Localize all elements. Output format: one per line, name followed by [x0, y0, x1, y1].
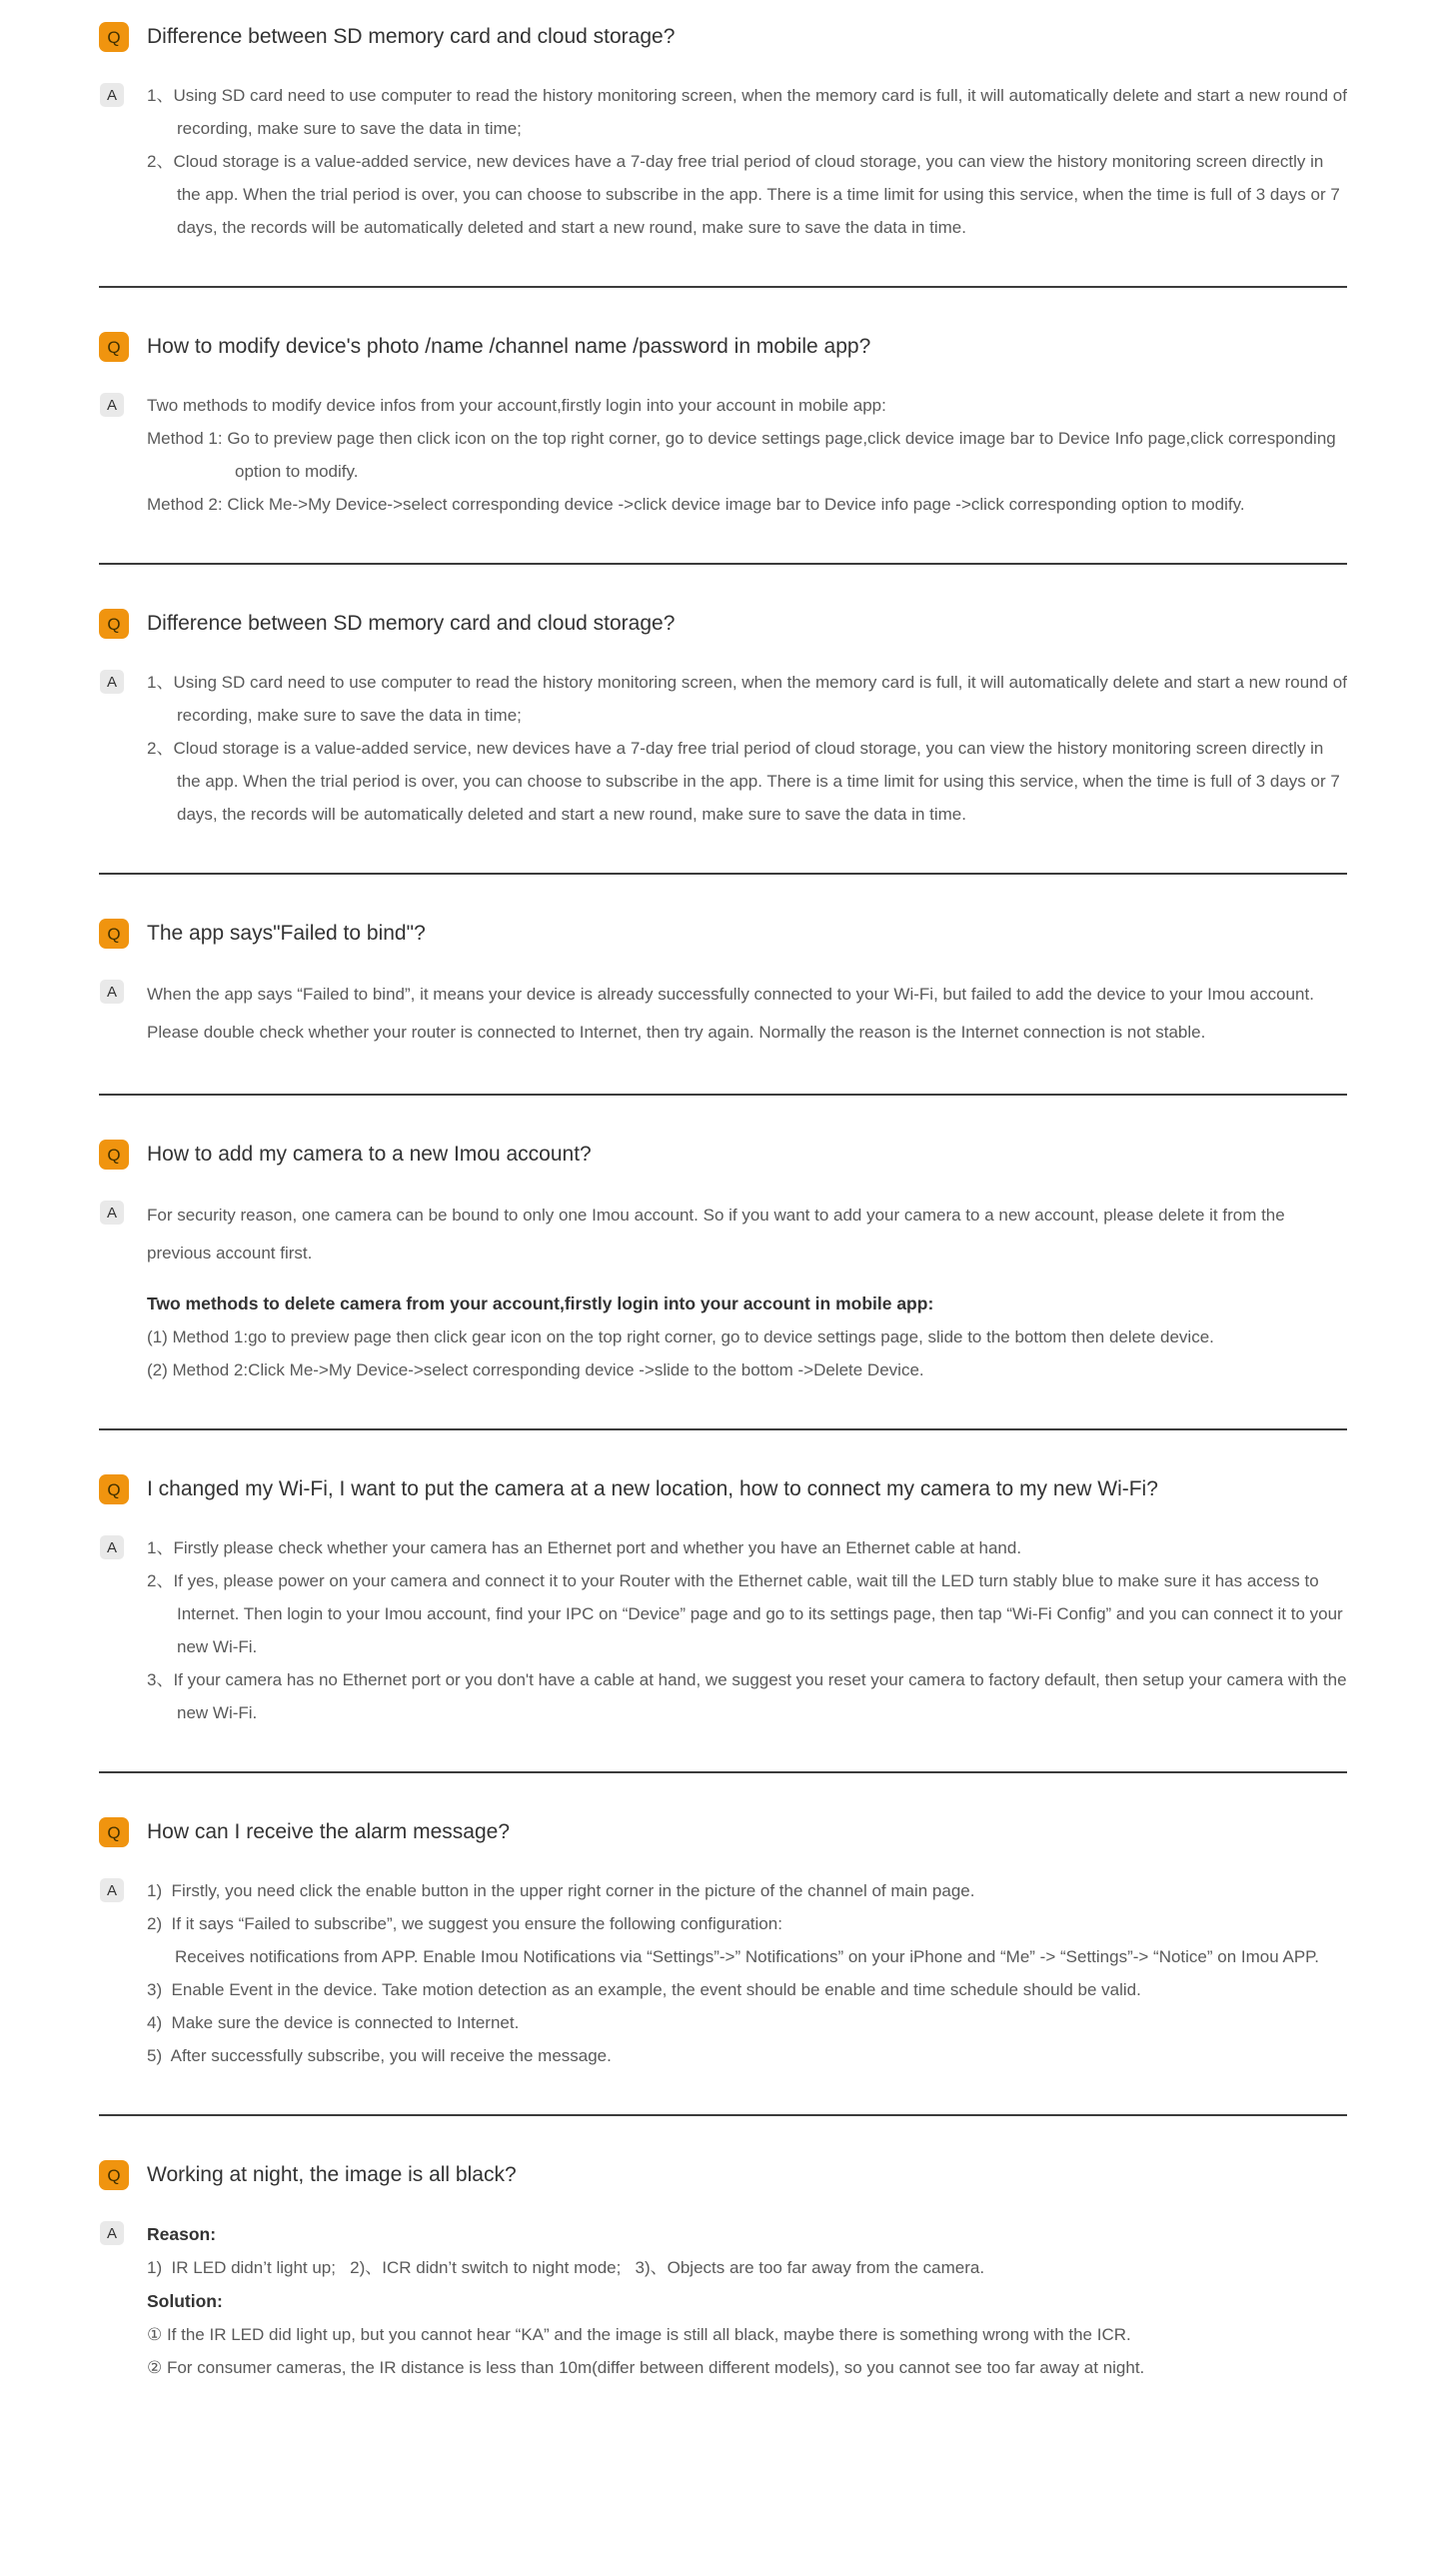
faq-list [99, 20, 1352, 2384]
question-row [99, 1815, 1347, 1848]
answer-line: Reason: [147, 2224, 217, 2244]
answer-badge-column [99, 1197, 147, 1225]
answer-content [147, 666, 1352, 831]
faq-section [99, 607, 1352, 875]
question-badge: Q [99, 2160, 129, 2190]
answer-line: 2、Cloud storage is a value-added service, new devices have a 7-day free trial period of cloud storage, you can view the history monitoring screen directly in the app. When the trial period is over, you can choose to subscribe in the app. There is a time limit for using this service, when the time is full of 3 days or 7 days, the records will be automatically deleted and start a new round, make sure to save the data in time. [147, 739, 1345, 824]
answer-row [99, 79, 1352, 244]
question-badge: Q [99, 919, 129, 949]
section-divider [99, 1094, 1347, 1096]
answer-line: 2、If yes, please power on your camera and connect it to your Router with the Ethernet cable, wait till the LED turn stably blue to make sure it has access to Internet. Then login to your Imou account, find your IPC on “Device” page and go to its settings page, then tap “Wi-Fi Config” and you can connect it to your new Wi-Fi. [147, 1571, 1348, 1656]
answer-badge: A [100, 1878, 124, 1902]
answer-line: (2) Method 2:Click Me->My Device->select corresponding device ->slide to the bottom ->Delete Device. [147, 1360, 924, 1379]
question-badge: Q [99, 609, 129, 639]
question-badge-column [99, 1138, 147, 1170]
answer-badge-column [99, 1874, 147, 1902]
answer-line: 3) Enable Event in the device. Take motion detection as an example, the event should be enable and time schedule should be valid. [147, 1980, 1141, 1999]
question-text: The app says"Failed to bind"? [147, 922, 426, 945]
faq-section [99, 917, 1347, 1096]
question-badge: Q [99, 1140, 129, 1170]
answer-line: 2) If it says “Failed to subscribe”, we suggest you ensure the following configuration: [147, 1914, 782, 1933]
question-row [99, 917, 1347, 950]
question-row [99, 330, 1347, 363]
answer-line: 1) IR LED didn’t light up; 2)、ICR didn’t switch to night mode; 3)、Objects are too far away from the camera. [147, 2258, 985, 2277]
answer-badge: A [100, 980, 124, 1004]
answer-content [147, 976, 1347, 1052]
question-text: Difference between SD memory card and cloud storage? [147, 25, 676, 48]
answer-row [99, 2217, 1347, 2384]
answer-line: For security reason, one camera can be bound to only one Imou account. So if you want to add your camera to a new account, please delete it from the previous account first. [147, 1206, 1290, 1263]
question-row [99, 2158, 1347, 2191]
answer-badge-column [99, 666, 147, 694]
answer-line: Solution: [147, 2291, 223, 2311]
answer-line: 5) After successfully subscribe, you will receive the message. [147, 2046, 612, 2065]
answer-line: 1、Using SD card need to use computer to read the history monitoring screen, when the memory card is full, it will automatically delete and start a new round of recording, make sure to save the data in time; [147, 673, 1352, 725]
answer-line: ① If the IR LED did light up, but you cannot hear “KA” and the image is still all black, maybe there is something wrong with the ICR. [147, 2325, 1131, 2344]
answer-row [99, 1197, 1347, 1386]
question-row [99, 607, 1347, 640]
question-badge-column [99, 1472, 147, 1504]
answer-content [147, 1874, 1347, 2072]
section-divider [99, 1771, 1347, 1773]
question-text: How to add my camera to a new Imou account? [147, 1143, 592, 1166]
question-badge-column [99, 20, 147, 52]
question-row [99, 20, 1347, 53]
answer-line: Two methods to delete camera from your account,firstly login into your account in mobile app: [147, 1293, 934, 1313]
faq-section [99, 1472, 1352, 1773]
faq-section [99, 20, 1352, 288]
answer-line: Method 2: Click Me->My Device->select corresponding device ->click device image bar to Device info page ->click corresponding option to modify. [147, 495, 1245, 514]
question-badge: Q [99, 1817, 129, 1847]
question-badge: Q [99, 332, 129, 362]
question-text: Difference between SD memory card and cloud storage? [147, 612, 676, 635]
answer-badge-column [99, 1531, 147, 1559]
question-text: I changed my Wi-Fi, I want to put the camera at a new location, how to connect my camera to my new Wi-Fi? [147, 1477, 1158, 1500]
answer-content [147, 79, 1352, 244]
question-text: How can I receive the alarm message? [147, 1820, 510, 1843]
faq-section [99, 1815, 1347, 2116]
answer-badge: A [100, 393, 124, 417]
answer-row [99, 976, 1347, 1052]
answer-line: 3、If your camera has no Ethernet port or you don't have a cable at hand, we suggest you reset your camera to factory default, then setup your camera with the new Wi-Fi. [147, 1670, 1352, 1722]
question-badge: Q [99, 1474, 129, 1504]
section-divider [99, 563, 1347, 565]
section-divider [99, 2114, 1347, 2116]
answer-line: When the app says “Failed to bind”, it means your device is already successfully connected to your Wi-Fi, but failed to add the device to your Imou account. Please double check whether your router is connected to Internet, then try again. Normally the reason is the Internet connection is not stable. [147, 985, 1319, 1042]
answer-badge: A [100, 670, 124, 694]
answer-badge-column [99, 389, 147, 417]
answer-badge-column [99, 79, 147, 107]
answer-row [99, 666, 1352, 831]
section-divider [99, 1428, 1347, 1430]
answer-badge: A [100, 1535, 124, 1559]
answer-line: 1) Firstly, you need click the enable button in the upper right corner in the picture of the channel of main page. [147, 1881, 975, 1900]
question-text: Working at night, the image is all black? [147, 2163, 517, 2186]
answer-line: (1) Method 1:go to preview page then click gear icon on the top right corner, go to device settings page, slide to the bottom then delete device. [147, 1327, 1214, 1346]
answer-badge: A [100, 1201, 124, 1225]
section-divider [99, 286, 1347, 288]
answer-content [147, 389, 1347, 521]
section-divider [99, 873, 1347, 875]
faq-section [99, 330, 1347, 565]
answer-badge-column [99, 976, 147, 1004]
answer-content [147, 1197, 1347, 1386]
faq-section [99, 1138, 1347, 1430]
question-badge-column [99, 2158, 147, 2190]
question-row [99, 1138, 1347, 1171]
answer-row [99, 1874, 1347, 2072]
answer-row [99, 1531, 1352, 1729]
question-text: How to modify device's photo /name /channel name /password in mobile app? [147, 335, 871, 358]
answer-line: 1、Firstly please check whether your camera has an Ethernet port and whether you have an Ethernet cable at hand. [147, 1538, 1022, 1557]
answer-row [99, 389, 1347, 521]
answer-line: 1、Using SD card need to use computer to read the history monitoring screen, when the memory card is full, it will automatically delete and start a new round of recording, make sure to save the data in time; [147, 86, 1352, 138]
question-badge-column [99, 607, 147, 639]
faq-section [99, 2158, 1347, 2384]
answer-badge: A [100, 83, 124, 107]
answer-badge-column [99, 2217, 147, 2245]
question-badge-column [99, 1815, 147, 1847]
question-row [99, 1472, 1347, 1505]
question-badge: Q [99, 22, 129, 52]
answer-line: Method 1: Go to preview page then click icon on the top right corner, go to device settings page,click device image bar to Device Info page,click corresponding option to modify. [147, 429, 1341, 481]
answer-badge: A [100, 2221, 124, 2245]
answer-line: Two methods to modify device infos from your account,firstly login into your account in mobile app: [147, 396, 886, 415]
answer-line: Receives notifications from APP. Enable Imou Notifications via “Settings”->” Notifications” on your iPhone and “Me” -> “Settings”-> “Notice” on Imou APP. [175, 1947, 1320, 1966]
answer-line: 2、Cloud storage is a value-added service, new devices have a 7-day free trial period of cloud storage, you can view the history monitoring screen directly in the app. When the trial period is over, you can choose to subscribe in the app. There is a time limit for using this service, when the time is full of 3 days or 7 days, the records will be automatically deleted and start a new round, make sure to save the data in time. [147, 152, 1345, 237]
question-badge-column [99, 917, 147, 949]
question-badge-column [99, 330, 147, 362]
answer-line: ② For consumer cameras, the IR distance is less than 10m(differ between different models), so you cannot see too far away at night. [147, 2358, 1145, 2377]
answer-content [147, 2217, 1347, 2384]
answer-line: 4) Make sure the device is connected to Internet. [147, 2013, 520, 2032]
answer-content [147, 1531, 1352, 1729]
